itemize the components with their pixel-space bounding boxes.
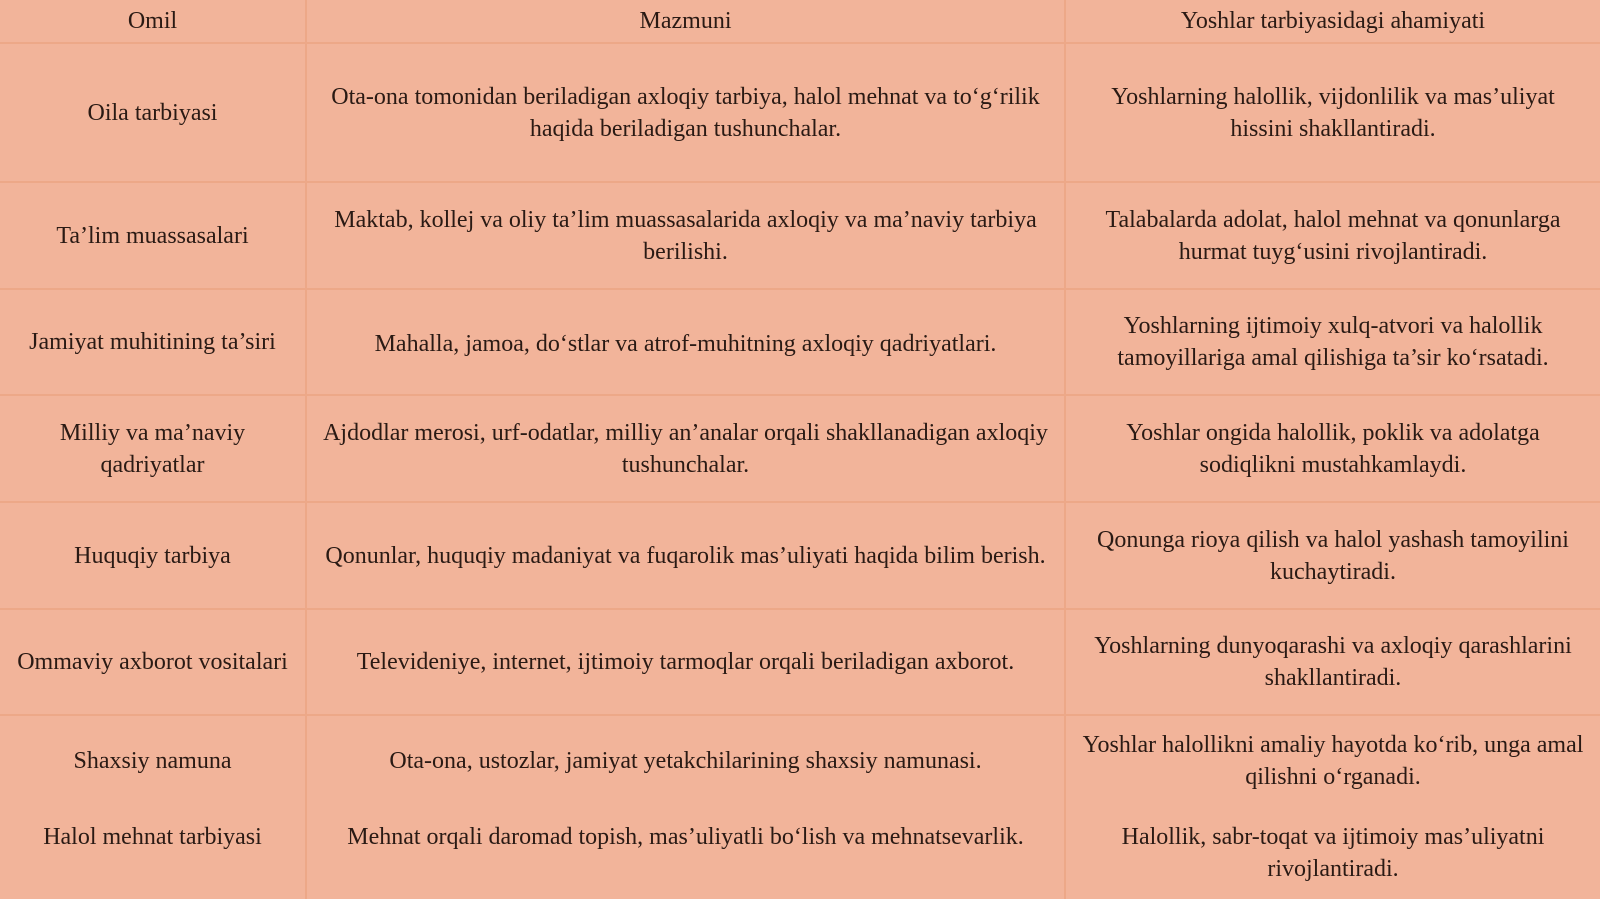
table-cell-importance: Yoshlar ongida halollik, poklik va adolatga sodiqlikni mustahkamlaydi. <box>1066 396 1600 503</box>
table-cell-factor: Halol mehnat tarbiyasi <box>0 805 307 899</box>
header-mazmuni: Mazmuni <box>307 0 1066 44</box>
table-cell-content: Maktab, kollej va oliy ta’lim muassasalarida axloqiy va ma’naviy tarbiya berilishi. <box>307 183 1066 290</box>
table-cell-content: Ota-ona, ustozlar, jamiyat yetakchilarining shaxsiy namunasi. <box>307 716 1066 805</box>
table-cell-factor: Oila tarbiyasi <box>0 44 307 183</box>
table-cell-importance: Qonunga rioya qilish va halol yashash tamoyilini kuchaytiradi. <box>1066 503 1600 610</box>
table-cell-importance: Halollik, sabr-toqat va ijtimoiy mas’uliyatni rivojlantiradi. <box>1066 805 1600 899</box>
table-cell-content: Televideniye, internet, ijtimoiy tarmoqlar orqali beriladigan axborot. <box>307 610 1066 716</box>
table-cell-factor: Milliy va ma’naviy qadriyatlar <box>0 396 307 503</box>
table-cell-factor: Jamiyat muhitining ta’siri <box>0 290 307 396</box>
table-cell-importance: Talabalarda adolat, halol mehnat va qonunlarga hurmat tuyg‘usini rivojlantiradi. <box>1066 183 1600 290</box>
table-cell-content: Ota-ona tomonidan beriladigan axloqiy tarbiya, halol mehnat va to‘g‘rilik haqida beriladigan tushunchalar. <box>307 44 1066 183</box>
table-cell-importance: Yoshlar halollikni amaliy hayotda ko‘rib, unga amal qilishni o‘rganadi. <box>1066 716 1600 805</box>
table-cell-factor: Ommaviy axborot vositalari <box>0 610 307 716</box>
table-cell-importance: Yoshlarning dunyoqarashi va axloqiy qarashlarini shakllantiradi. <box>1066 610 1600 716</box>
table-cell-factor: Shaxsiy namuna <box>0 716 307 805</box>
header-omil: Omil <box>0 0 307 44</box>
table-cell-content: Ajdodlar merosi, urf-odatlar, milliy an’analar orqali shakllanadigan axloqiy tushunchalar. <box>307 396 1066 503</box>
table-cell-importance: Yoshlarning halollik, vijdonlilik va mas’uliyat hissini shakllantiradi. <box>1066 44 1600 183</box>
table-cell-content: Mehnat orqali daromad topish, mas’uliyatli bo‘lish va mehnatsevarlik. <box>307 805 1066 899</box>
table-cell-importance: Yoshlarning ijtimoiy xulq-atvori va halollik tamoyillariga amal qilishiga ta’sir ko‘rsatadi. <box>1066 290 1600 396</box>
header-ahamiyati: Yoshlar tarbiyasidagi ahamiyati <box>1066 0 1600 44</box>
table-cell-factor: Ta’lim muassasalari <box>0 183 307 290</box>
table-cell-factor: Huquqiy tarbiya <box>0 503 307 610</box>
table-cell-content: Qonunlar, huquqiy madaniyat va fuqarolik mas’uliyati haqida bilim berish. <box>307 503 1066 610</box>
table-cell-content: Mahalla, jamoa, do‘stlar va atrof-muhitning axloqiy qadriyatlari. <box>307 290 1066 396</box>
